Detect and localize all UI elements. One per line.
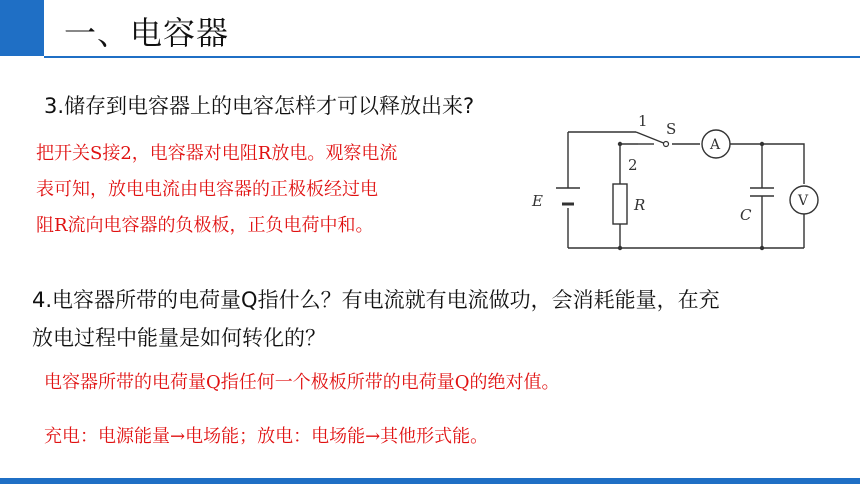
- label-A: A: [710, 137, 721, 153]
- wire-top-right: [730, 144, 804, 184]
- title-underline: [44, 56, 860, 58]
- label-C: C: [740, 206, 752, 224]
- answer-4-line-1: 电容器所带的电荷量Q指任何一个极板所带的电荷量Q的绝对值。: [44, 372, 560, 393]
- footer-bar: [0, 478, 860, 484]
- label-S: S: [666, 120, 677, 138]
- answer-3-line-3: 阻R流向电容器的负极板，正负电荷中和。: [36, 215, 374, 236]
- answer-3-line-1: 把开关S接2，电容器对电阻R放电。观察电流: [36, 143, 398, 164]
- question-4-line-1: 4.电容器所带的电荷量Q指什么？有电流就有电流做功，会消耗能量，在充: [32, 288, 720, 312]
- title-accent-bar: [0, 0, 44, 56]
- junction-dot: [760, 142, 764, 146]
- resistor: [613, 184, 627, 224]
- junction-dot: [618, 246, 622, 250]
- junction-dot: [618, 142, 622, 146]
- answer-3: [36, 136, 526, 244]
- question-4-line-2: 放电过程中能量是如何转化的？: [32, 326, 326, 350]
- switch-pivot: [664, 142, 669, 147]
- answer-4-line-2: 充电：电源能量→电场能；放电：电场能→其他形式能。: [44, 426, 489, 447]
- question-3: 3.储存到电容器上的电容怎样才可以释放出来?: [44, 94, 475, 118]
- label-2: 2: [628, 156, 638, 174]
- page-title: 一、电容器: [64, 14, 230, 52]
- junction-dot: [760, 246, 764, 250]
- label-E: E: [532, 192, 543, 210]
- switch-blade: [636, 132, 666, 144]
- label-1: 1: [638, 112, 648, 130]
- answer-3-line-2: 表可知，放电电流由电容器的正极板经过电: [36, 179, 378, 200]
- label-V: V: [798, 193, 809, 209]
- label-R: R: [634, 196, 646, 214]
- circuit-diagram: [526, 108, 832, 258]
